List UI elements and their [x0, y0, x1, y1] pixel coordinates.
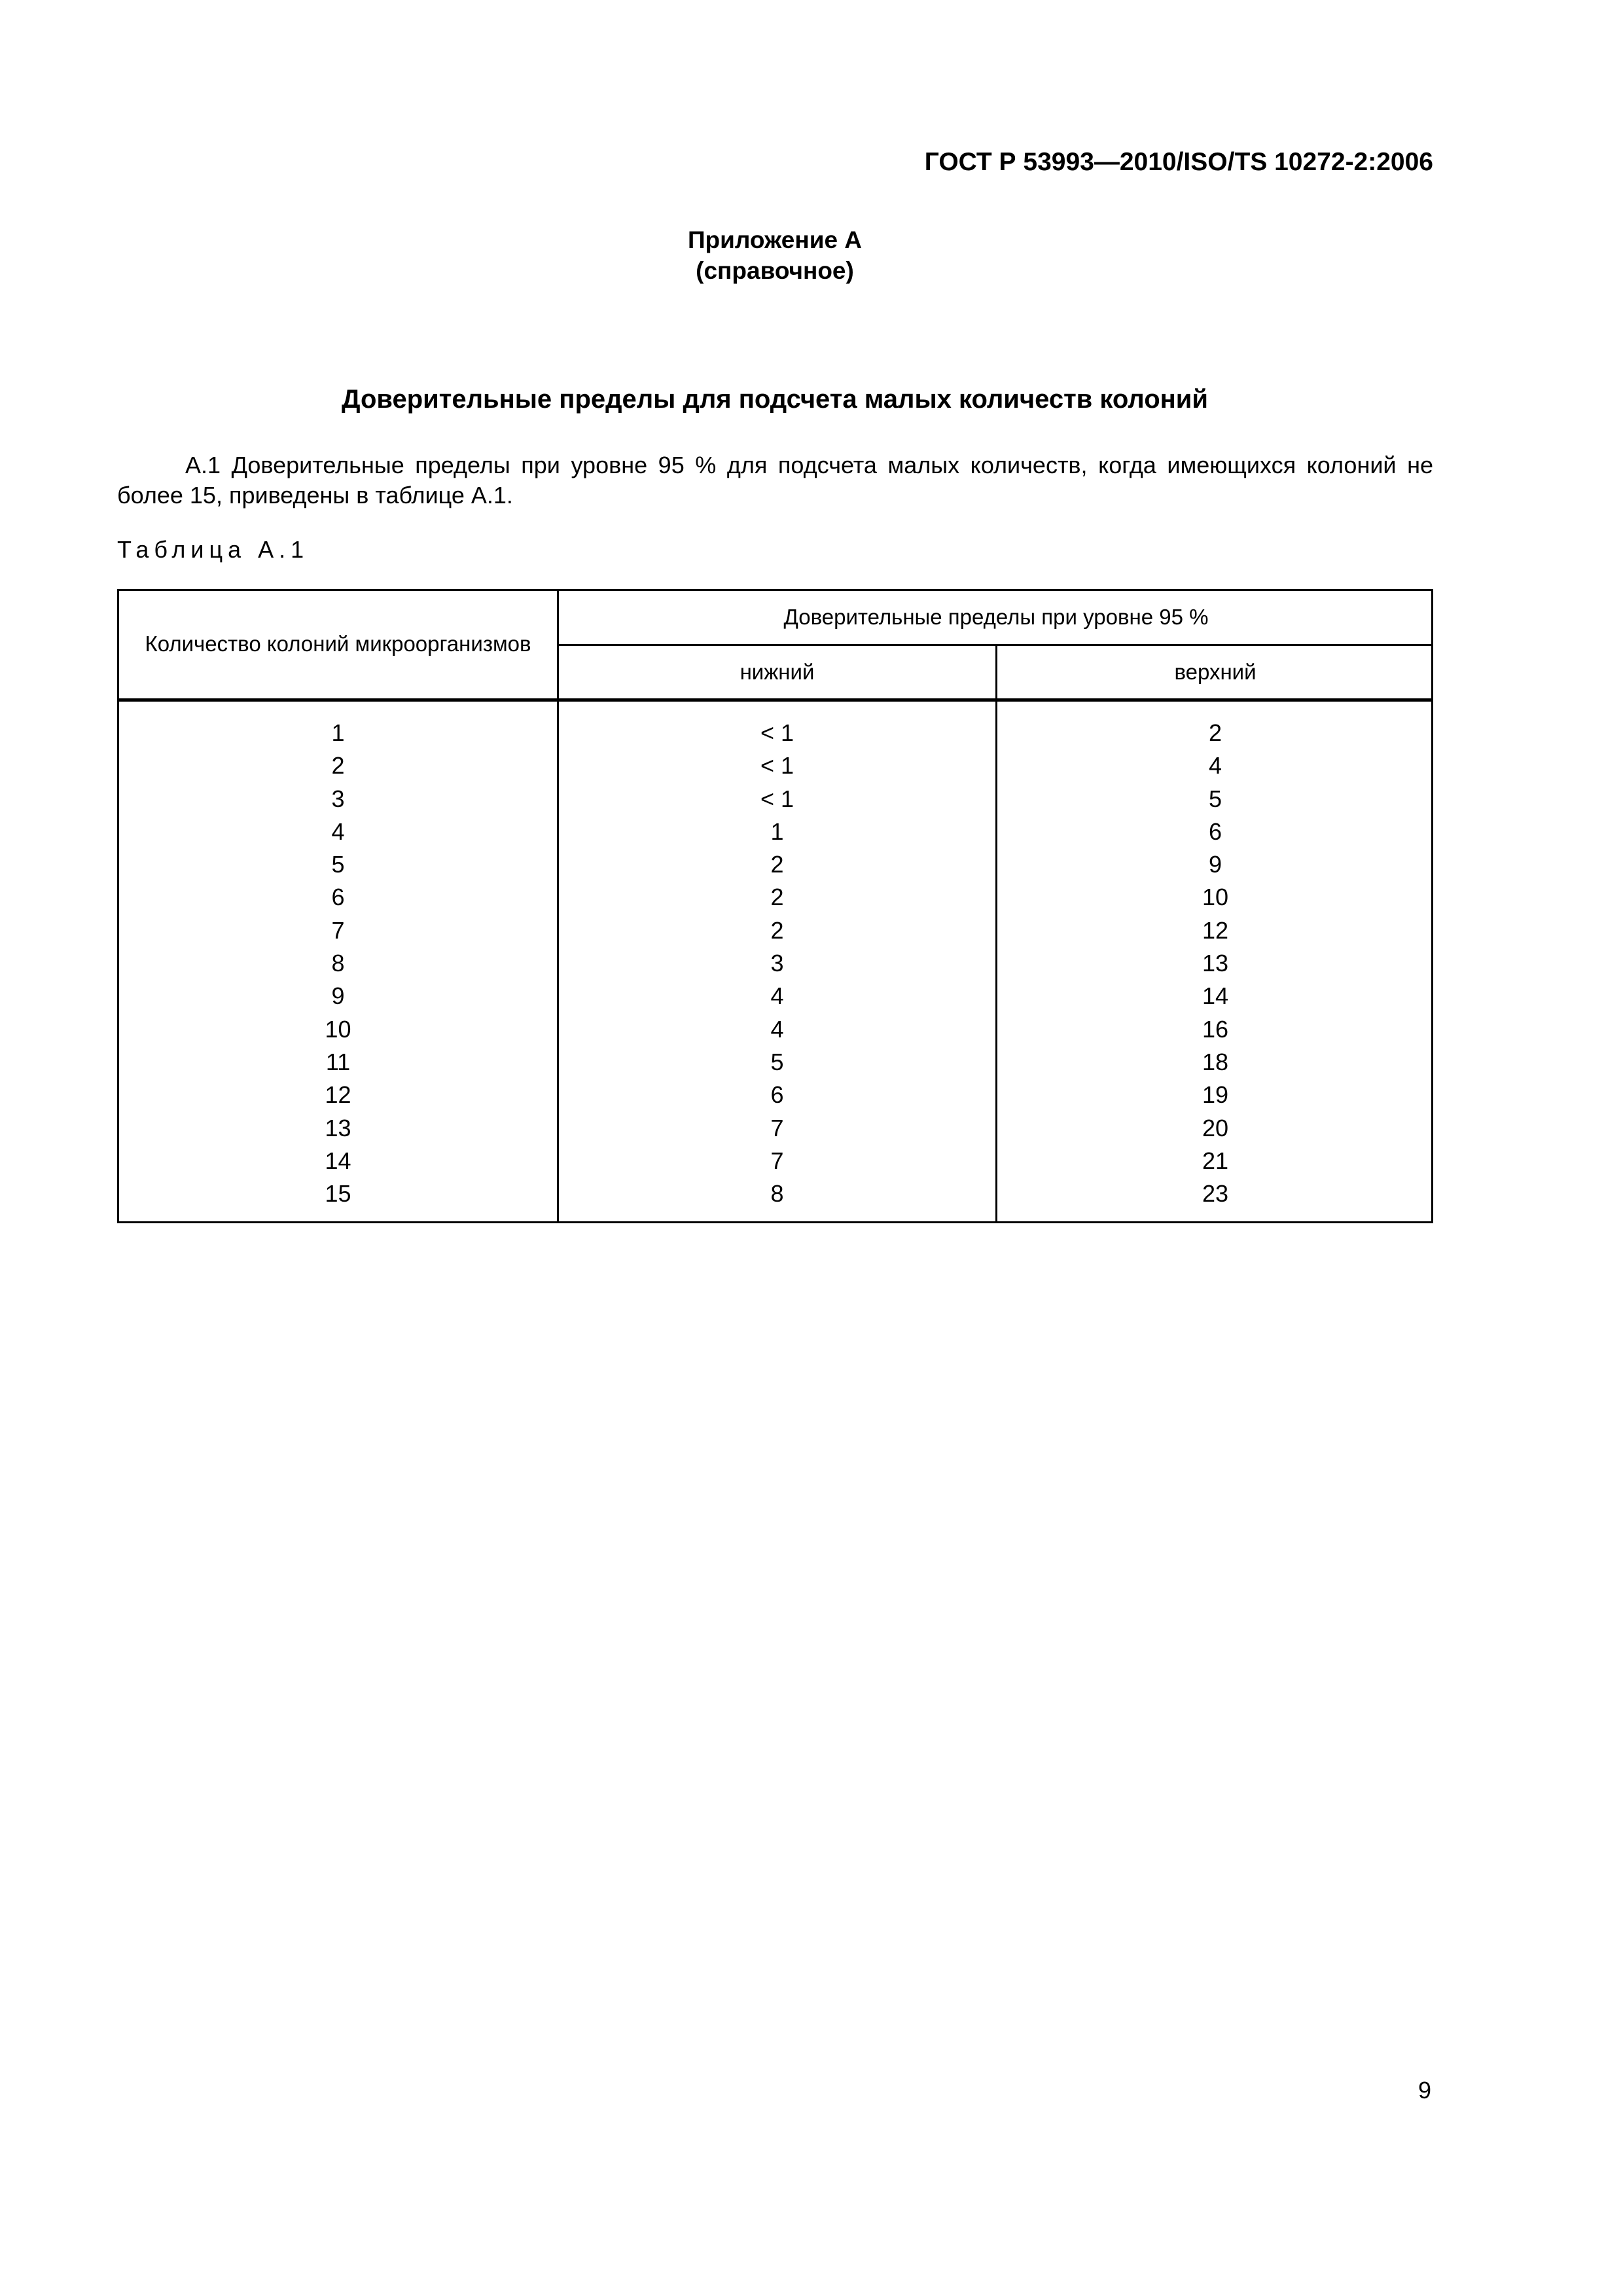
- table-cell-count: 4: [331, 817, 345, 845]
- table-cell-lower: 7: [770, 1147, 784, 1174]
- table-cell-lower: 8: [770, 1180, 784, 1208]
- column-lower-limit: [559, 717, 995, 1210]
- table-cell-upper: 10: [1202, 884, 1229, 911]
- table-cell-lower: < 1: [760, 719, 794, 746]
- page-number: 9: [1418, 2077, 1431, 2104]
- table-cell-count: 3: [331, 785, 345, 812]
- table-cell-upper: 21: [1202, 1147, 1229, 1174]
- table-cell-count: 10: [325, 1015, 351, 1043]
- table-cell-lower: 6: [770, 1081, 784, 1109]
- table-cell-lower: < 1: [760, 752, 794, 780]
- table-cell-upper: 6: [1208, 817, 1222, 845]
- table-cell-count: 14: [325, 1147, 351, 1174]
- table-hline-body: [119, 698, 1433, 702]
- table-cell-lower: 4: [770, 982, 784, 1010]
- table-cell-upper: 2: [1208, 719, 1222, 746]
- table-cell-count: 9: [331, 982, 345, 1010]
- appendix-title: Приложение А: [687, 226, 863, 253]
- table-caption: Таблица А.1: [117, 536, 310, 563]
- table-cell-upper: 18: [1202, 1048, 1229, 1075]
- table-hline-subheader: [557, 644, 1433, 646]
- section-title: Доверительные пределы для подсчета малых количеств колоний: [342, 385, 1208, 414]
- table-cell-upper: 5: [1208, 785, 1222, 812]
- table-cell-lower: 2: [770, 884, 784, 911]
- header-upper: верхний: [1174, 660, 1257, 684]
- table-cell-upper: 14: [1202, 982, 1229, 1010]
- column-colony-count: [119, 717, 557, 1210]
- table-cell-upper: 23: [1202, 1180, 1229, 1208]
- table-cell-count: 15: [325, 1180, 351, 1208]
- table-cell-count: 7: [331, 916, 345, 944]
- column-upper-limit: [997, 717, 1433, 1210]
- header-confidence-limits: Доверительные пределы при уровне 95 %: [783, 605, 1209, 629]
- table-cell-count: 6: [331, 884, 345, 911]
- table-cell-upper: 20: [1202, 1114, 1229, 1141]
- table-cell-upper: 13: [1202, 950, 1229, 977]
- table-cell-count: 1: [331, 719, 345, 746]
- document-code: ГОСТ Р 53993—2010/ISO/TS 10272-2:2006: [924, 148, 1433, 176]
- table-cell-count: 8: [331, 950, 345, 977]
- table-cell-upper: 16: [1202, 1015, 1229, 1043]
- table-cell-lower: 7: [770, 1114, 784, 1141]
- table-cell-count: 5: [331, 851, 345, 878]
- table-cell-lower: 2: [770, 851, 784, 878]
- table-cell-lower: 4: [770, 1015, 784, 1043]
- table-cell-count: 13: [325, 1114, 351, 1141]
- table-cell-lower: 5: [770, 1048, 784, 1075]
- table-cell-lower: < 1: [760, 785, 794, 812]
- table-cell-upper: 4: [1208, 752, 1222, 780]
- table-cell-upper: 9: [1208, 851, 1222, 878]
- header-colony-count: Количество колоний микроорганизмов: [145, 632, 531, 656]
- table-cell-lower: 1: [770, 817, 784, 845]
- table-cell-lower: 3: [770, 950, 784, 977]
- table-cell-count: 11: [325, 1048, 351, 1075]
- header-lower: нижний: [740, 660, 815, 684]
- table-cell-count: 2: [331, 752, 345, 780]
- table-cell-count: 12: [325, 1081, 351, 1109]
- appendix-subtitle: (справочное): [696, 257, 854, 284]
- table-cell-upper: 19: [1202, 1081, 1229, 1109]
- table-cell-lower: 2: [770, 916, 784, 944]
- paragraph-a1: А.1 Доверительные пределы при уровне 95 % для подсчета малых количеств, когда имеющихся колоний не более 15, приведены в таблице А.1.: [117, 452, 1433, 509]
- table-cell-upper: 12: [1202, 916, 1229, 944]
- confidence-limits-table: [117, 589, 1433, 1223]
